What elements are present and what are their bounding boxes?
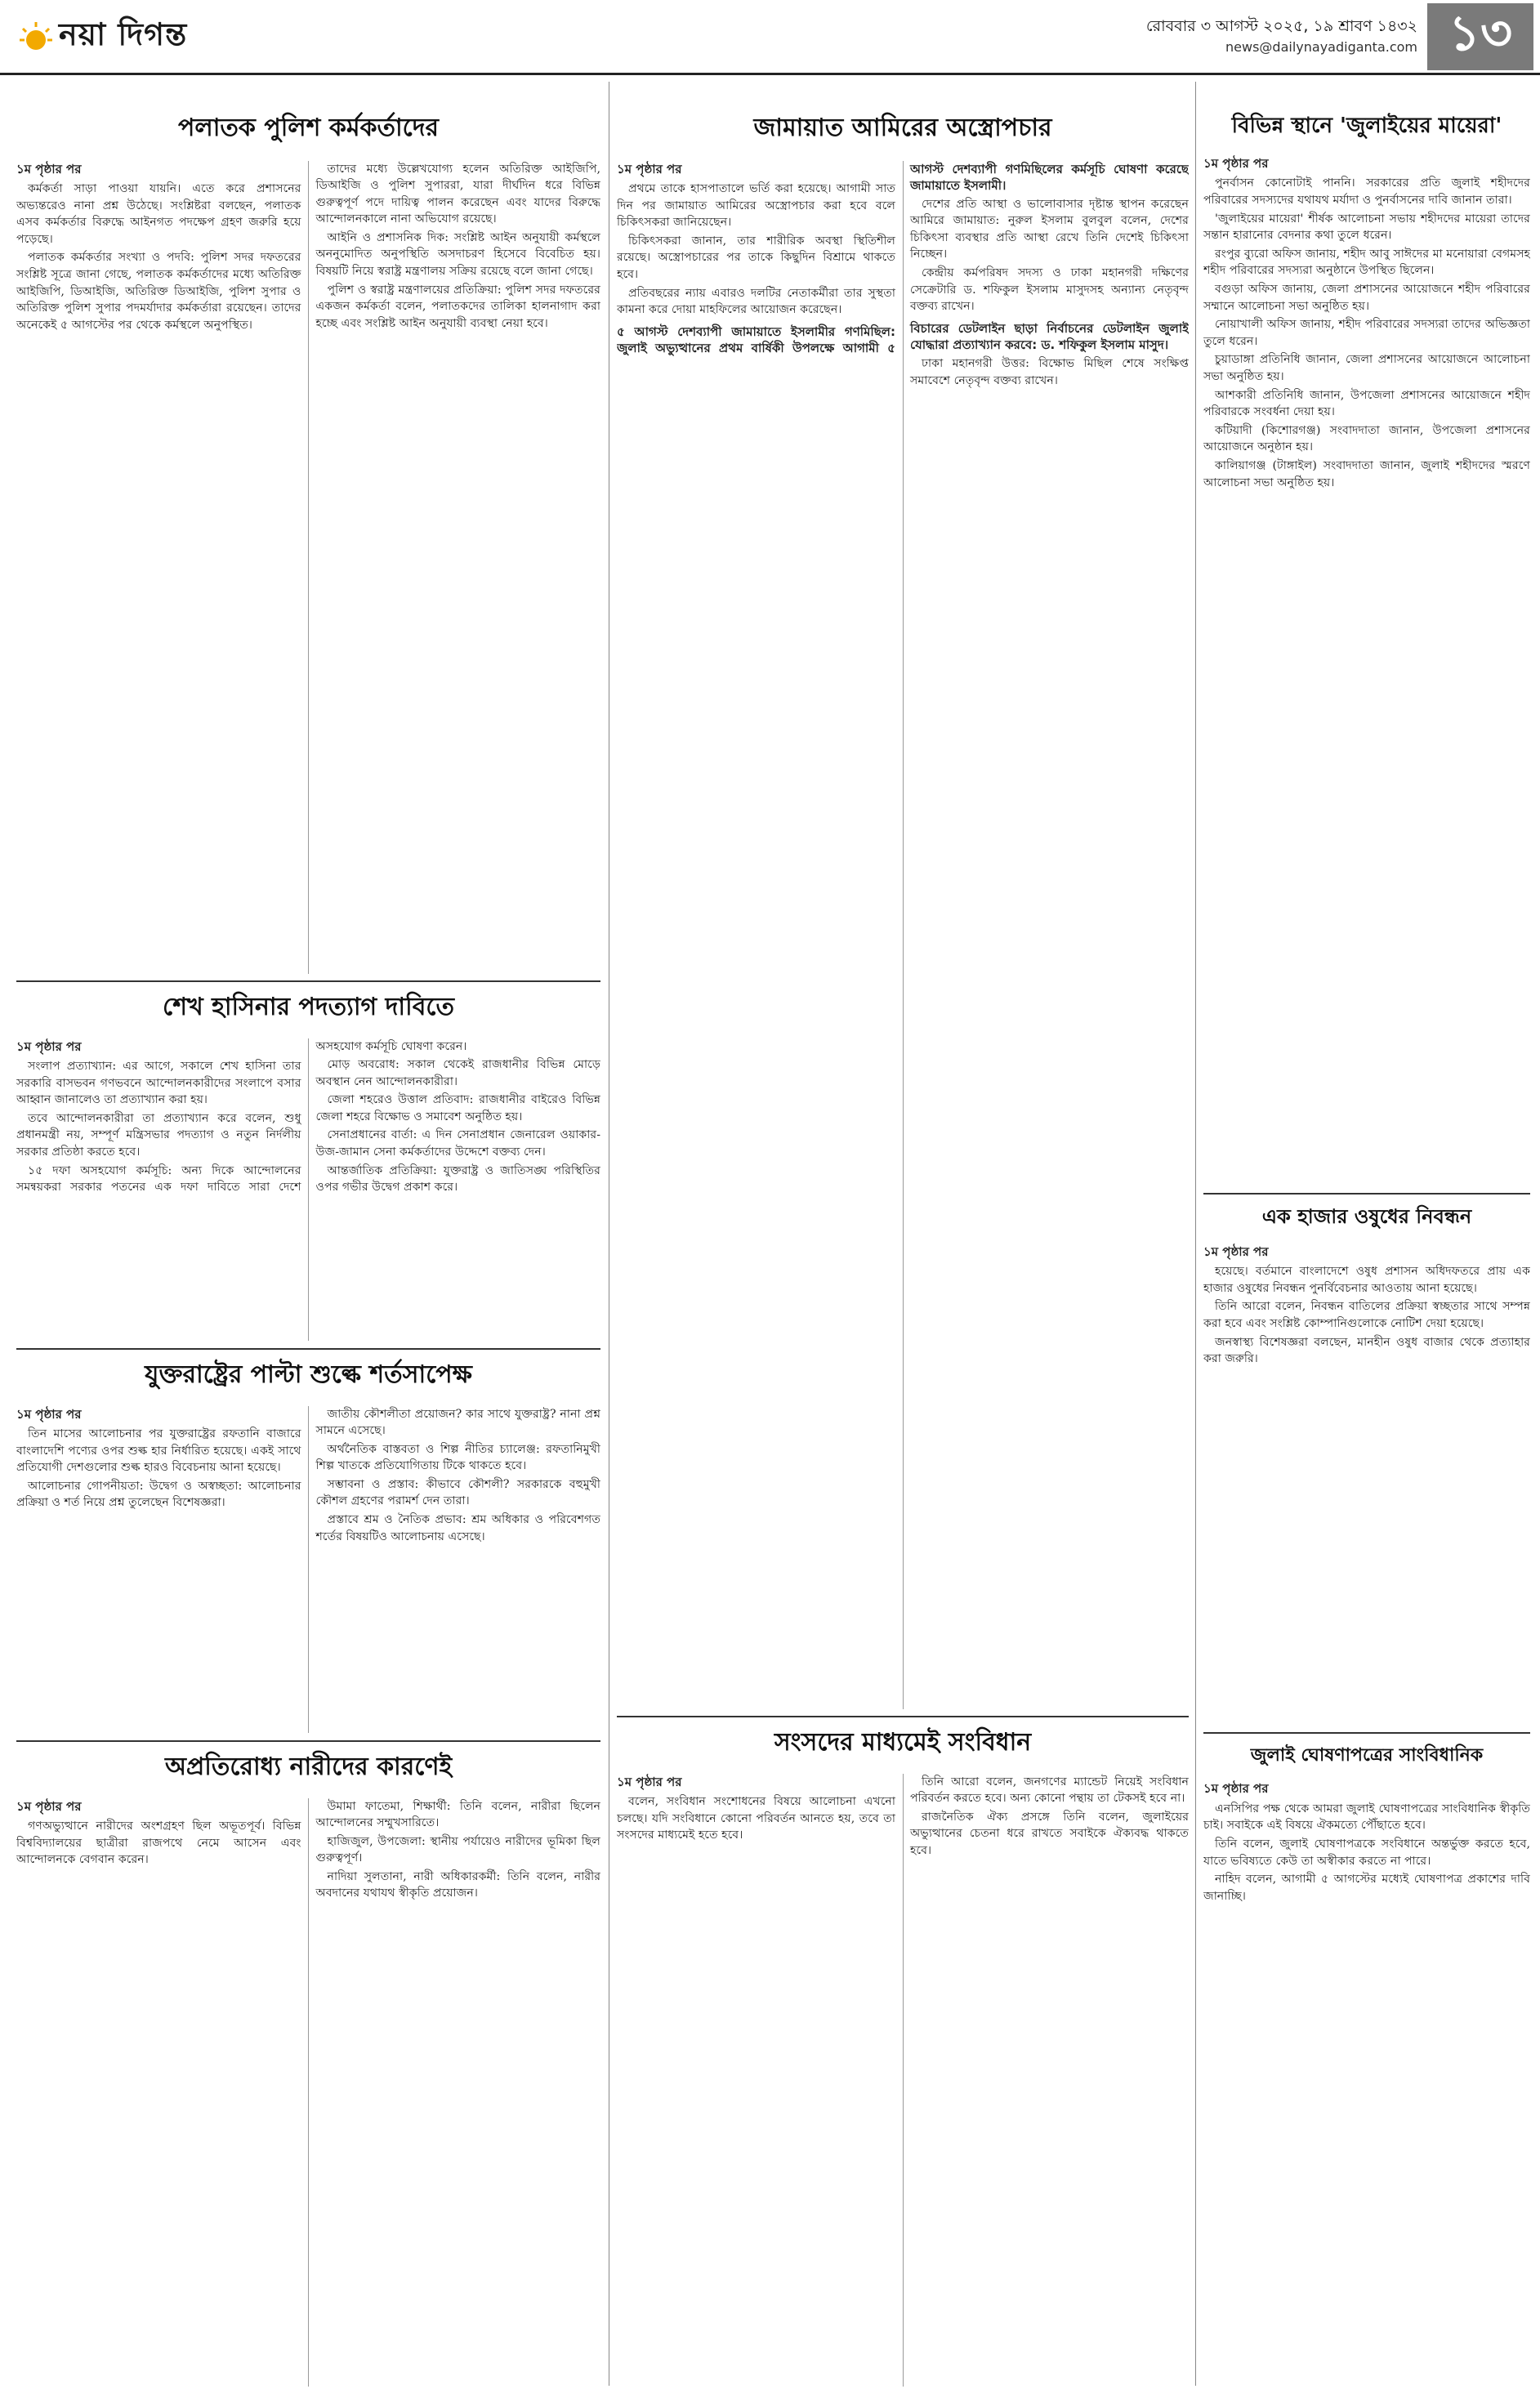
kicker: ১ম পৃষ্ঠার পর <box>1203 1244 1269 1259</box>
article-body <box>16 1798 600 2387</box>
paragraph: দেশের প্রতি আস্থা ও ভালোবাসার দৃষ্টান্ত স্থাপন করেছেন আমিরে জামায়াত: নুরুল ইসলাম বুলবুল বলেন, দেশের চিকিৎসা ব্যবস্থার প্রতি আস্থা রেখে তিনি দেশেই চিকিৎসা নিচ্ছেন। <box>910 197 1189 261</box>
paragraph: নাদিয়া সুলতানা, নারী অধিকারকর্মী: তিনি বলেন, নারীর অবদানের যথাযথ স্বীকৃতি প্রয়োজন। <box>315 1869 600 1900</box>
divider <box>16 1740 600 1742</box>
paragraph: কর্মকর্তা সাড়া পাওয়া যায়নি। এতে করে প্রশাসনের অভ্যন্তরেও নানা প্রশ্ন উঠেছে। সংশ্লিষ্টরা বলছেন, পলাতক এসব কর্মকর্তার বিরুদ্ধে আইনগত পদক্ষেপ গ্রহণ জরুরি হয়ে পড়েছে। <box>16 182 301 246</box>
paragraph: জেলা শহরেও উত্তাল প্রতিবাদ: রাজধানীর বাইরেও বিভিন্ন জেলা শহরে বিক্ষোভ ও সমাবেশ অনুষ্ঠিত হয়। <box>315 1093 600 1123</box>
paragraph: সেনাপ্রধানের বার্তা: এ দিন সেনাপ্রধান জেনারেল ওয়াকার-উজ-জামান সেনা কর্মকর্তাদের উদ্দেশে বক্তব্য দেন। <box>315 1128 600 1159</box>
article-body <box>16 1406 600 1733</box>
headline: পলাতক পুলিশ কর্মকর্তাদের <box>177 114 440 142</box>
article-police <box>16 108 600 974</box>
kicker: ১ম পৃষ্ঠার পর <box>617 161 682 176</box>
paragraph: নাহিদ বলেন, আগামী ৫ আগস্টের মধ্যেই ঘোষণাপত্র প্রকাশের দাবি জানাচ্ছি। <box>1203 1873 1530 1903</box>
paragraph: পলাতক কর্মকর্তার সংখ্যা ও পদবি: পুলিশ সদর দফতরের সংশ্লিষ্ট সূত্রে জানা গেছে, পলাতক কর্মকর্তাদের মধ্যে অতিরিক্ত আইজিপি, ডিআইজি, অতিরিক্ত ডিআইজি, পুলিশ সুপার ও অতিরিক্ত পুলিশ সুপার পদমর্যাদার কর্মকর্তারা রয়েছেন। তাদের অনেকেই ৫ আগস্টের পর থেকে কর্মস্থলে অনুপস্থিত। <box>16 251 301 332</box>
divider <box>16 1348 600 1350</box>
paragraph: অর্থনৈতিক বাস্তবতা ও শিল্প নীতির চ্যালেঞ্জ: রফতানিমুখী শিল্প খাতকে প্রতিযোগিতায় টিকে থাকতে হবে। <box>315 1442 600 1473</box>
paragraph: চুয়াডাঙ্গা প্রতিনিধি জানান, জেলা প্রশাসনের আয়োজনে আলোচনা সভা অনুষ্ঠিত হয়। <box>1203 353 1530 384</box>
subheading: বিচারের ডেটলাইন ছাড়া নির্বাচনের ডেটলাইন জুলাই যোদ্ধারা প্রত্যাখ্যান করবে: ড. শফিকুল ইসলাম মাসুদ। <box>910 320 1189 353</box>
logo-text: নয়া দিগন্ত <box>59 16 188 52</box>
headline: সংসদের মাধ্যমেই সংবিধান <box>774 1728 1032 1757</box>
paragraph: বলেন, সংবিধান সংশোধনের বিষয়ে আলোচনা এখনো চলছে। যদি সংবিধানে কোনো পরিবর্তন আনতে হয়, তবে তা সংসদের মাধ্যমেই হতে হবে। <box>617 1795 895 1842</box>
paragraph: এনসিপির পক্ষ থেকে আমরা জুলাই ঘোষণাপত্রের সাংবিধানিক স্বীকৃতি চাই। সবাইকে এই বিষয়ে ঐকমত্যে পৌঁছাতে হবে। <box>1203 1802 1530 1833</box>
article-constitution <box>617 1726 1189 2387</box>
paragraph: হয়েছে। বর্তমানে বাংলাদেশে ওষুধ প্রশাসন অধিদফতরে প্রায় এক হাজার ওষুধের নিবন্ধন পুনর্বিবেচনার আওতায় আনা হয়েছে। <box>1203 1265 1530 1295</box>
article-body <box>16 161 600 975</box>
paragraph: তিনি আরো বলেন, জনগণের ম্যান্ডেট নিয়েই সংবিধান পরিবর্তন করতে হবে। অন্য কোনো পন্থায় তা টেকসই হবে না। <box>910 1775 1189 1806</box>
paragraph: ঢাকা মহানগরী উত্তর: বিক্ষোভ মিছিল শেষে সংক্ষিপ্ত সমাবেশে নেতৃবৃন্দ বক্তব্য রাখেন। <box>910 357 1189 387</box>
paragraph: আলোচনার গোপনীয়তা: উদ্বেগ ও অস্বচ্ছতা: আলোচনার প্রক্রিয়া ও শর্ত নিয়ে প্রশ্ন তুলেছেন বিশেষজ্ঞরা। <box>16 1479 301 1510</box>
paragraph: মোড় অবরোধ: সকাল থেকেই রাজধানীর বিভিন্ন মোড়ে অবস্থান নেন আন্দোলনকারীরা। <box>315 1058 600 1088</box>
divider <box>1203 1732 1530 1734</box>
article-body <box>16 1038 600 1341</box>
article-body <box>1203 1244 1530 1717</box>
article-usa-tariff <box>16 1358 600 1734</box>
paragraph: রাজনৈতিক ঐক্য প্রসঙ্গে তিনি বলেন, জুলাইয়ের অভ্যুত্থানের চেতনা ধরে রাখতে সবাইকে ঐক্যবদ্ধ থাকতে হবে। <box>910 1810 1189 1857</box>
paragraph: 'জুলাইয়ের মায়েরা' শীর্ষক আলোচনা সভায় শহীদদের মায়েরা তাদের সন্তান হারানোর বেদনার কথা তুলে ধরেন। <box>1203 212 1530 243</box>
paragraph: হাজিজুল, উপজেলা: স্থানীয় পর্যায়েও নারীদের ভূমিকা ছিল গুরুত্বপূর্ণ। <box>315 1834 600 1865</box>
article-july-mothers <box>1203 108 1530 1186</box>
divider <box>1203 1193 1530 1195</box>
headline: যুক্তরাষ্ট্রের পাল্টা শুল্কে শর্তসাপেক্ষ <box>145 1360 472 1389</box>
article-medicine <box>1203 1203 1530 1726</box>
paragraph: গণঅভ্যুত্থানে নারীদের অংশগ্রহণ ছিল অভূতপূর্ব। বিভিন্ন বিশ্ববিদ্যালয়ের ছাত্রীরা রাজপথে নেমে আসেন এবং আন্দোলনকে বেগবান করেন। <box>16 1820 301 1867</box>
paragraph: কটিয়াদী (কিশোরগঞ্জ) সংবাদদাতা জানান, উপজেলা প্রশাসনের আয়োজনে অনুষ্ঠান হয়। <box>1203 423 1530 454</box>
paragraph: উমামা ফাতেমা, শিক্ষার্থী: তিনি বলেন, নারীরা ছিলেন আন্দোলনের সম্মুখসারিতে। <box>315 1799 600 1830</box>
headline: জামায়াত আমিরের অস্ত্রোপচার <box>753 114 1052 142</box>
headline: অপ্রতিরোধ্য নারীদের কারণেই <box>164 1753 453 1781</box>
masthead <box>0 0 1540 75</box>
headline: জুলাই ঘোষণাপত্রের সাংবিধানিক <box>1250 1745 1484 1766</box>
paragraph: প্রতিবছরের ন্যায় এবারও দলটির নেতাকর্মীরা তার সুস্থতা কামনা করে দোয়া মাহফিলের আয়োজন করেছেন। <box>617 286 895 317</box>
article-body <box>1203 1780 1530 2377</box>
paragraph: তিনি বলেন, জুলাই ঘোষণাপত্রকে সংবিধানে অন্তর্ভুক্ত করতে হবে, যাতে ভবিষ্যতে কেউ তা অস্বীকার করতে না পারে। <box>1203 1838 1530 1868</box>
paragraph: তিনি আরো বলেন, নিবন্ধন বাতিলের প্রক্রিয়া স্বচ্ছতার সাথে সম্পন্ন করা হবে এবং সংশ্লিষ্ট কোম্পানিগুলোকে নোটিশ দেয়া হয়েছে। <box>1203 1300 1530 1330</box>
kicker: ১ম পৃষ্ঠার পর <box>617 1774 682 1789</box>
paragraph: বগুড়া অফিস জানায়, জেলা প্রশাসনের আয়োজনে শহীদ পরিবারের সম্মানে আলোচনা সভা অনুষ্ঠিত হয়। <box>1203 283 1530 313</box>
paragraph: কালিয়াগঞ্জ (টাঙ্গাইল) সংবাদদাতা জানান, জুলাই শহীদদের স্মরণে আলোচনা সভা অনুষ্ঠিত হয়। <box>1203 458 1530 489</box>
paragraph: প্রস্তাবে শ্রম ও নৈতিক প্রভাব: শ্রম অধিকার ও পরিবেশগত শর্তের বিষয়টিও আলোচনায় এসেছে। <box>315 1513 600 1543</box>
paragraph: সংলাপ প্রত্যাখ্যান: এর আগে, সকালে শেখ হাসিনা তার সরকারি বাসভবন গণভবনে আন্দোলনকারীদের সংলাপে বসার আহ্বান জানালেও তা প্রত্যাখ্যান করা হয়। <box>16 1060 301 1107</box>
kicker: ১ম পৃষ্ঠার পর <box>16 161 82 176</box>
sun-icon <box>18 19 54 55</box>
kicker: ১ম পৃষ্ঠার পর <box>1203 155 1269 171</box>
headline: শেখ হাসিনার পদত্যাগ দাবিতে <box>163 993 454 1021</box>
paragraph: ১৫ দফা অসহযোগ কর্মসূচি: অন্য দিকে আন্দোলনের সমন্বয়করা সরকার পতনের এক দফা দাবিতে সারা দেশে অসহযোগ কর্মসূচি ঘোষণা করেন। <box>16 1039 467 1195</box>
headline: এক হাজার ওষুধের নিবন্ধন <box>1261 1205 1472 1228</box>
kicker: ১ম পৃষ্ঠার পর <box>16 1798 82 1814</box>
paragraph: প্রথমে তাকে হাসপাতালে ভর্তি করা হয়েছে। আগামী সাত দিন পর জামায়াত আমিরের অস্ত্রোপচার করা হবে বলে চিকিৎসকরা জানিয়েছেন। <box>617 182 895 230</box>
paragraph: তবে আন্দোলনকারীরা তা প্রত্যাখ্যান করে বলেন, শুধু প্রধানমন্ত্রী নয়, সম্পূর্ণ মন্ত্রিসভার পদত্যাগ ও নতুন নির্দলীয় সরকার প্রতিষ্ঠা করতে হবে। <box>16 1111 301 1159</box>
paragraph: তিন মাসের আলোচনার পর যুক্তরাষ্ট্রের রফতানি বাজারে বাংলাদেশি পণ্যের ওপর শুল্ক হার নির্ধারিত হয়েছে। একই সাথে প্রতিযোগী দেশগুলোর শুল্ক হারও বিবেচনায় আনা হয়েছে। <box>16 1427 301 1475</box>
newspaper-logo <box>18 8 187 65</box>
article-body <box>1203 155 1530 1185</box>
headline: বিভিন্ন স্থানে 'জুলাইয়ের মায়েরা' <box>1231 114 1502 138</box>
article-july-declaration <box>1203 1742 1530 2387</box>
article-hasina <box>16 990 600 1342</box>
kicker: ১ম পৃষ্ঠার পর <box>16 1406 82 1422</box>
article-women <box>16 1750 600 2387</box>
divider <box>617 1716 1189 1717</box>
issue-date: রোববার ৩ আগস্ট ২০২৫, ১৯ শ্রাবণ ১৪৩২ <box>1145 17 1417 35</box>
article-body <box>617 161 1189 1710</box>
subheading: ৫ আগস্ট দেশব্যাপী জামায়াতে ইসলামীর গণমিছিল: জুলাই অভ্যুত্থানের প্রথম বার্ষিকী উপলক্ষে আগামী ৫ আগস্ট দেশব্যাপী গণমিছিলের কর্মসূচি ঘোষণা করেছে জামায়াতে ইসলামী। <box>617 161 1189 356</box>
paragraph: রংপুর ব্যুরো অফিস জানায়, শহীদ আবু সাঈদের মা মনোয়ারা বেগমসহ শহীদ পরিবারের সদস্যরা অনুষ্ঠানে উপস্থিত ছিলেন। <box>1203 247 1530 278</box>
page-number: ১৩ <box>1427 3 1533 70</box>
kicker: ১ম পৃষ্ঠার পর <box>16 1038 82 1054</box>
paragraph: আইনি ও প্রশাসনিক দিক: সংশ্লিষ্ট আইন অনুযায়ী কর্মস্থলে অননুমোদিত অনুপস্থিতি অসদাচরণ হিসেবে বিবেচিত হয়। বিষয়টি নিয়ে স্বরাষ্ট্র মন্ত্রণালয় সক্রিয় রয়েছে বলে জানা গেছে। <box>315 230 600 279</box>
paragraph: তাদের মধ্যে উল্লেখযোগ্য হলেন অতিরিক্ত আইজিপি, ডিআইজি ও পুলিশ সুপাররা, যারা দীর্ঘদিন ধরে বিভিন্ন গুরুত্বপূর্ণ পদে দায়িত্ব পালন করেছেন এবং যাদের বিরুদ্ধে আন্দোলনকালে নানা অভিযোগ রয়েছে। <box>315 162 600 226</box>
paragraph: আন্তর্জাতিক প্রতিক্রিয়া: যুক্তরাষ্ট্র ও জাতিসঙ্ঘ পরিস্থিতির ওপর গভীর উদ্বেগ প্রকাশ করে। <box>315 1163 600 1195</box>
paragraph: জনস্বাস্থ্য বিশেষজ্ঞরা বলছেন, মানহীন ওষুধ বাজার থেকে প্রত্যাহার করা জরুরি। <box>1203 1335 1530 1366</box>
paragraph: পুলিশ ও স্বরাষ্ট্র মন্ত্রণালয়ের প্রতিক্রিয়া: পুলিশ সদর দফতরের একজন কর্মকর্তা বলেন, পলাতকদের তালিকা হালনাগাদ করা হচ্ছে এবং সংশ্লিষ্ট আইন অনুযায়ী ব্যবস্থা নেয়া হবে। <box>315 283 600 330</box>
article-jamaat <box>617 108 1189 1709</box>
paragraph: সম্ভাবনা ও প্রস্তাব: কীভাবে কৌশলী? সরকারকে বহুমুখী কৌশল গ্রহণের পরামর্শ দেন তারা। <box>315 1477 600 1508</box>
email-address: news@dailynayadiganta.com <box>1225 39 1417 55</box>
kicker: ১ম পৃষ্ঠার পর <box>1203 1781 1269 1797</box>
paragraph: চিকিৎসকরা জানান, তার শারীরিক অবস্থা স্থিতিশীল রয়েছে। অস্ত্রোপচারের পর তাকে কিছুদিন বিশ্রামে থাকতে হবে। <box>617 234 895 282</box>
column-divider <box>1195 82 1196 2386</box>
article-body <box>617 1774 1189 2387</box>
paragraph: পুনর্বাসন কোনোটাই পাননি। সরকারের প্রতি জুলাই শহীদদের পরিবারের সদস্যদের যথাযথ মর্যাদা ও পুনর্বাসনের দাবি জানান তারা। <box>1203 176 1530 208</box>
paragraph: জাতীয় কৌশলীতা প্রয়োজন? কার সাথে যুক্তরাষ্ট্র? নানা প্রশ্ন সামনে এসেছে। <box>315 1407 600 1438</box>
paragraph: নোয়াখালী অফিস জানায়, শহীদ পরিবারের সদস্যরা তাদের অভিজ্ঞতা তুলে ধরেন। <box>1203 318 1530 348</box>
paragraph: কেন্দ্রীয় কর্মপরিষদ সদস্য ও ঢাকা মহানগরী দক্ষিণের সেক্রেটারি ড. শফিকুল ইসলাম মাসুদসহ অন্যান্য নেতৃবৃন্দ বক্তব্য রাখেন। <box>910 266 1189 314</box>
paragraph: আশকারী প্রতিনিধি জানান, উপজেলা প্রশাসনের আয়োজনে শহীদ পরিবারকে সংবর্ধনা দেয়া হয়। <box>1203 388 1530 419</box>
divider <box>16 980 600 982</box>
